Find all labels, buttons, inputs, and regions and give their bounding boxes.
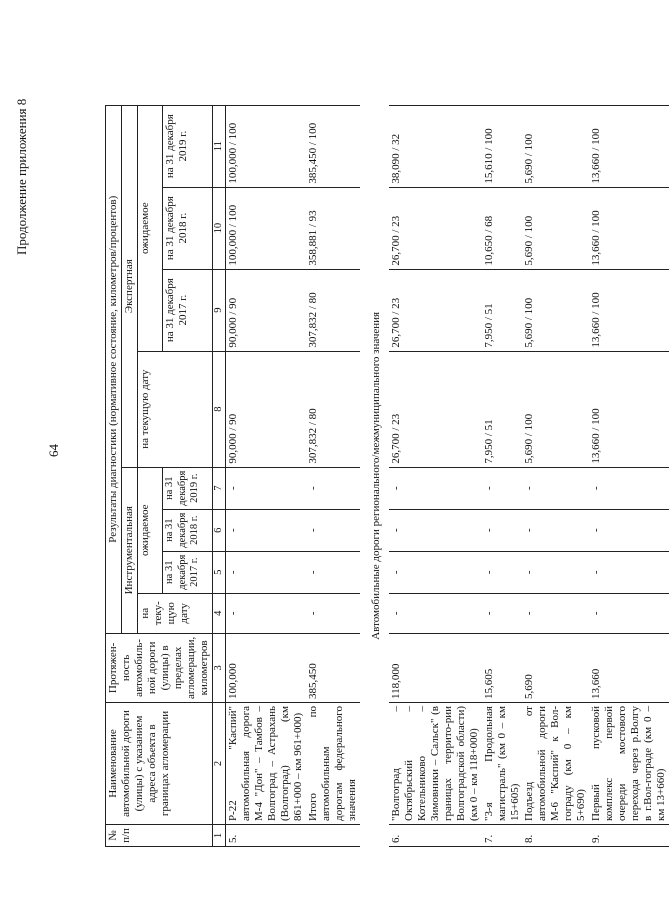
value-cell: 26,700 / 23 [389, 187, 482, 269]
column-number: 7 [212, 467, 225, 509]
value-cell: 13,660 / 100 [589, 187, 669, 269]
value-cell: 90,000 / 90 [226, 269, 306, 351]
column-number: 4 [212, 593, 225, 633]
header-current-instrumental: на теку-щую дату [137, 593, 212, 633]
value-cell: 10,650 / 68 [482, 187, 523, 269]
road-length: 385,450 [306, 633, 360, 702]
header-dec2017-expert: на 31 декабря 2017 г. [163, 269, 212, 351]
column-number: 11 [212, 105, 225, 187]
column-number: 3 [212, 633, 225, 702]
table-row [226, 105, 306, 846]
road-name: "Волгоград – Октябрьский – Котельниково – Зимовники – Сальск" (в границах террито-рии Волгоградской области) (км 0 – км 118+000) [389, 703, 482, 825]
column-number: 5 [212, 551, 225, 593]
value-cell: - [589, 509, 669, 551]
diagnostics-table [105, 105, 669, 847]
road-name: Итого по автомобильным дорогам федерального значения [306, 703, 360, 825]
row-number: 9. [589, 825, 669, 847]
value-cell: - [482, 551, 523, 593]
table-row [482, 105, 523, 846]
value-cell: - [482, 467, 523, 509]
value-cell: - [306, 509, 360, 551]
header-col-length: Протяжен-ность автомобиль-ной дороги (улицы) в пределах агломерации, километров [106, 633, 213, 702]
value-cell: 5,690 / 100 [522, 187, 589, 269]
value-cell: 307,832 / 80 [306, 351, 360, 467]
road-name: Р-22 "Каспий" автомобильная дорога М-4 "Дон" – Тамбов – Волгоград – Астрахань (Волгоград) (км 861+000 – км 961+000) [226, 703, 306, 825]
value-cell: - [482, 509, 523, 551]
header-col-name: Наименование автомобильной дороги (улицы) с указанием адреса объекта в границах агломерации [106, 703, 213, 825]
column-number: 9 [212, 269, 225, 351]
road-name: Первый пусковой комплекс первой очереди мостового перехода через р.Волгу в г.Вол-гограде (км 0 – км 13+660) [589, 703, 669, 825]
value-cell: - [306, 551, 360, 593]
value-cell: - [226, 509, 306, 551]
column-number: 10 [212, 187, 225, 269]
row-number: 8. [522, 825, 589, 847]
table-row [389, 105, 482, 846]
value-cell: 100,000 / 100 [226, 187, 306, 269]
header-dec2018-expert: на 31 декабря 2018 г. [163, 187, 212, 269]
value-cell: - [522, 467, 589, 509]
value-cell: 385,450 / 100 [306, 105, 360, 187]
value-cell: 5,690 / 100 [522, 351, 589, 467]
header-expert: Экспертная [121, 105, 137, 467]
value-cell: - [226, 551, 306, 593]
value-cell: 358,881 / 93 [306, 187, 360, 269]
header-col-results: Результаты диагностики (нормативное состояние, километров/процентов) [106, 105, 122, 633]
header-dec2019-expert: на 31 декабря 2019 г. [163, 105, 212, 187]
road-name: Подъезд от автомобильной дороги М-6 "Каспий" к Вол-гограду (км 0 – км 5+690) [522, 703, 589, 825]
value-cell: 26,700 / 23 [389, 351, 482, 467]
value-cell: 15,610 / 100 [482, 105, 523, 187]
road-length: 118,000 [389, 633, 482, 702]
value-cell: 13,660 / 100 [589, 105, 669, 187]
value-cell: - [482, 593, 523, 633]
value-cell: 13,660 / 100 [589, 351, 669, 467]
value-cell: 7,950 / 51 [482, 351, 523, 467]
header-dec2017-instr: на 31 декабря 2017 г. [163, 551, 212, 593]
row-number: 5. [226, 825, 306, 847]
row-number [306, 825, 360, 847]
column-number: 6 [212, 509, 225, 551]
header-current-expert: на текущую дату [137, 351, 212, 467]
column-number: 2 [212, 703, 225, 825]
value-cell: 7,950 / 51 [482, 269, 523, 351]
header-col-no: № п/п [106, 825, 213, 847]
row-number: 7. [482, 825, 523, 847]
header-expected-expert: ожидаемое [137, 105, 162, 351]
value-cell: 100,000 / 100 [226, 105, 306, 187]
value-cell: 13,660 / 100 [589, 269, 669, 351]
value-cell: 307,832 / 80 [306, 269, 360, 351]
value-cell: 5,690 / 100 [522, 105, 589, 187]
table-row [522, 105, 589, 846]
value-cell: - [389, 467, 482, 509]
column-number: 8 [212, 351, 225, 467]
value-cell: - [389, 551, 482, 593]
table-row-total [306, 105, 360, 846]
value-cell: - [226, 593, 306, 633]
value-cell: - [522, 551, 589, 593]
value-cell: - [306, 593, 360, 633]
row-number: 6. [389, 825, 482, 847]
value-cell: - [589, 551, 669, 593]
road-name: "3-я Продольная магистраль" (км 0 – км 15+605) [482, 703, 523, 825]
header-dec2019-instr: на 31 декабря 2019 г. [163, 467, 212, 509]
road-length: 13,660 [589, 633, 669, 702]
page-number: 64 [46, 444, 61, 457]
value-cell: - [389, 509, 482, 551]
value-cell: 38,090 / 32 [389, 105, 482, 187]
header-expected-instrumental: ожидаемое [137, 467, 162, 593]
column-number: 1 [212, 825, 225, 847]
value-cell: 26,700 / 23 [389, 269, 482, 351]
header-dec2018-instr: на 31 декабря 2018 г. [163, 509, 212, 551]
header-instrumental: Инструментальная [121, 467, 137, 633]
value-cell: - [589, 467, 669, 509]
value-cell: - [389, 593, 482, 633]
value-cell: 90,000 / 90 [226, 351, 306, 467]
value-cell: 5,690 / 100 [522, 269, 589, 351]
road-length: 15,605 [482, 633, 523, 702]
continuation-heading: Продолжение приложения 8 [14, 98, 29, 255]
road-length: 100,000 [226, 633, 306, 702]
road-length: 5,690 [522, 633, 589, 702]
value-cell: - [522, 593, 589, 633]
table-row [589, 105, 669, 846]
value-cell: - [226, 467, 306, 509]
value-cell: - [589, 593, 669, 633]
value-cell: - [306, 467, 360, 509]
section-heading: Автомобильные дороги регионального/межмуниципального значения [369, 311, 382, 640]
section-row [360, 105, 389, 846]
value-cell: - [522, 509, 589, 551]
